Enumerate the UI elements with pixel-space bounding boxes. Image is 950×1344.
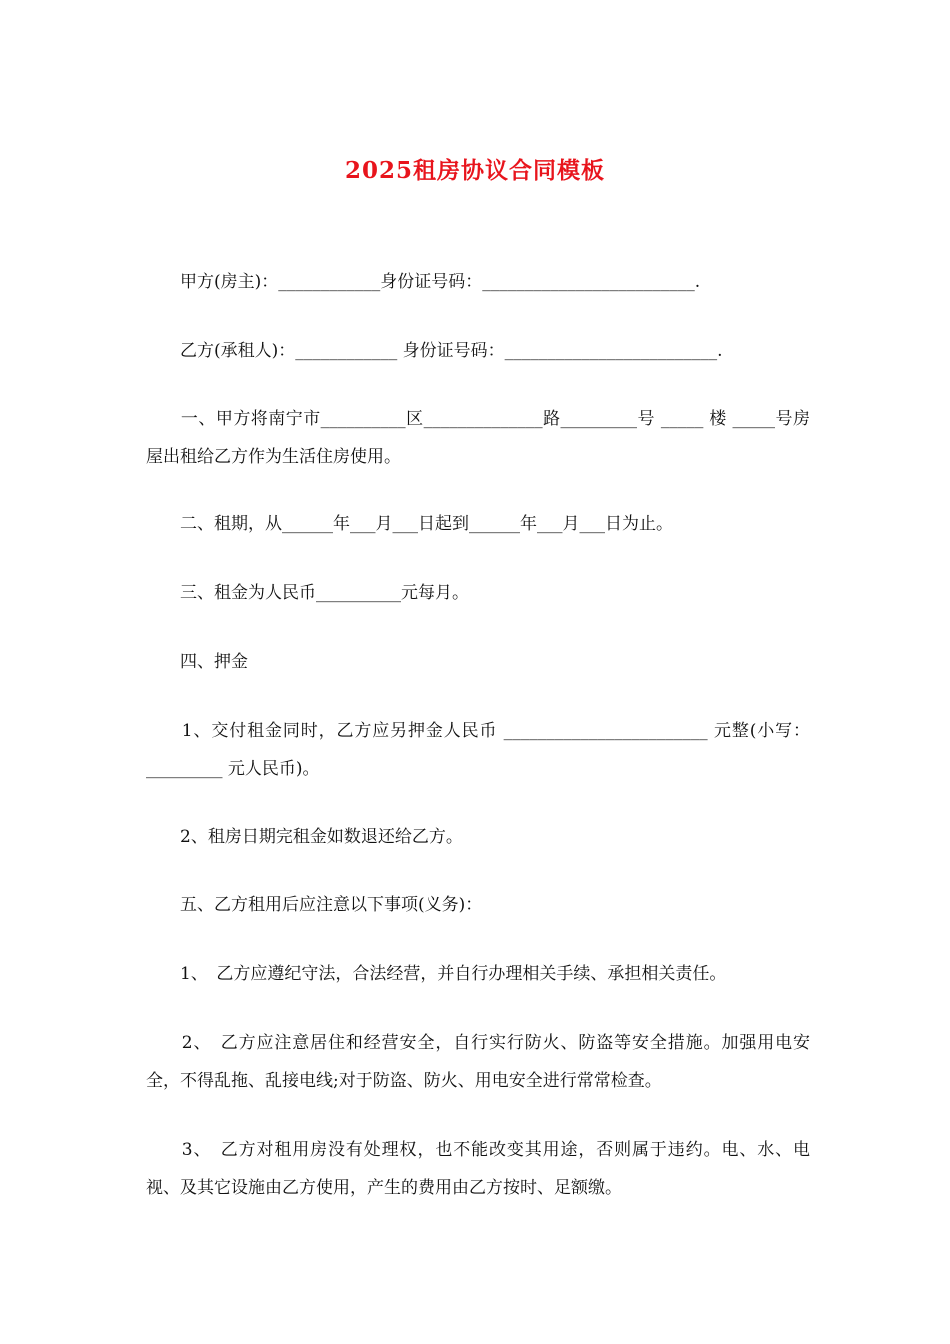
clause-1-property: 一、甲方将南宁市__________区______________路_________号 _____ 楼 _____号房屋出租给乙方作为生活住房使用。 <box>146 409 810 467</box>
clause-5-item-1: 1、 乙方应遵纪守法，合法经营，并自行办理相关手续、承担相关责任。 <box>146 964 727 984</box>
clause-5-item-2: 2、 乙方应注意居住和经营安全，自行实行防火、防盗等安全措施。加强用电安全，不得乱拖、乱接电线;对于防盗、防火、用电安全进行常常检查。 <box>146 1033 810 1091</box>
clause-3-rent: 三、租金为人民币__________元每月。 <box>146 583 469 603</box>
clause-4-item-1: 1、交付租金同时，乙方应另押金人民币 ________________________ 元整(小写：_________ 元人民币)。 <box>146 721 810 779</box>
party-b-line: 乙方(承租人)：____________ 身份证号码：_________________________. <box>146 341 723 361</box>
clause-4-deposit-heading: 四、押金 <box>146 652 248 672</box>
document-title: 2025租房协议合同模板 <box>344 157 605 184</box>
party-a-line: 甲方(房主)：____________身份证号码：_________________________. <box>146 272 701 292</box>
clause-5-heading: 五、乙方租用后应注意以下事项(义务)： <box>146 895 483 915</box>
clause-4-item-2: 2、租房日期完租金如数退还给乙方。 <box>146 827 463 847</box>
clause-2-term: 二、租期，从______年___月___日起到______年___月___日为止。 <box>146 514 673 534</box>
clause-5-item-3: 3、 乙方对租用房没有处理权，也不能改变其用途，否则属于违约。电、水、电视、及其它设施由乙方使用，产生的费用由乙方按时、足额缴。 <box>146 1140 810 1198</box>
